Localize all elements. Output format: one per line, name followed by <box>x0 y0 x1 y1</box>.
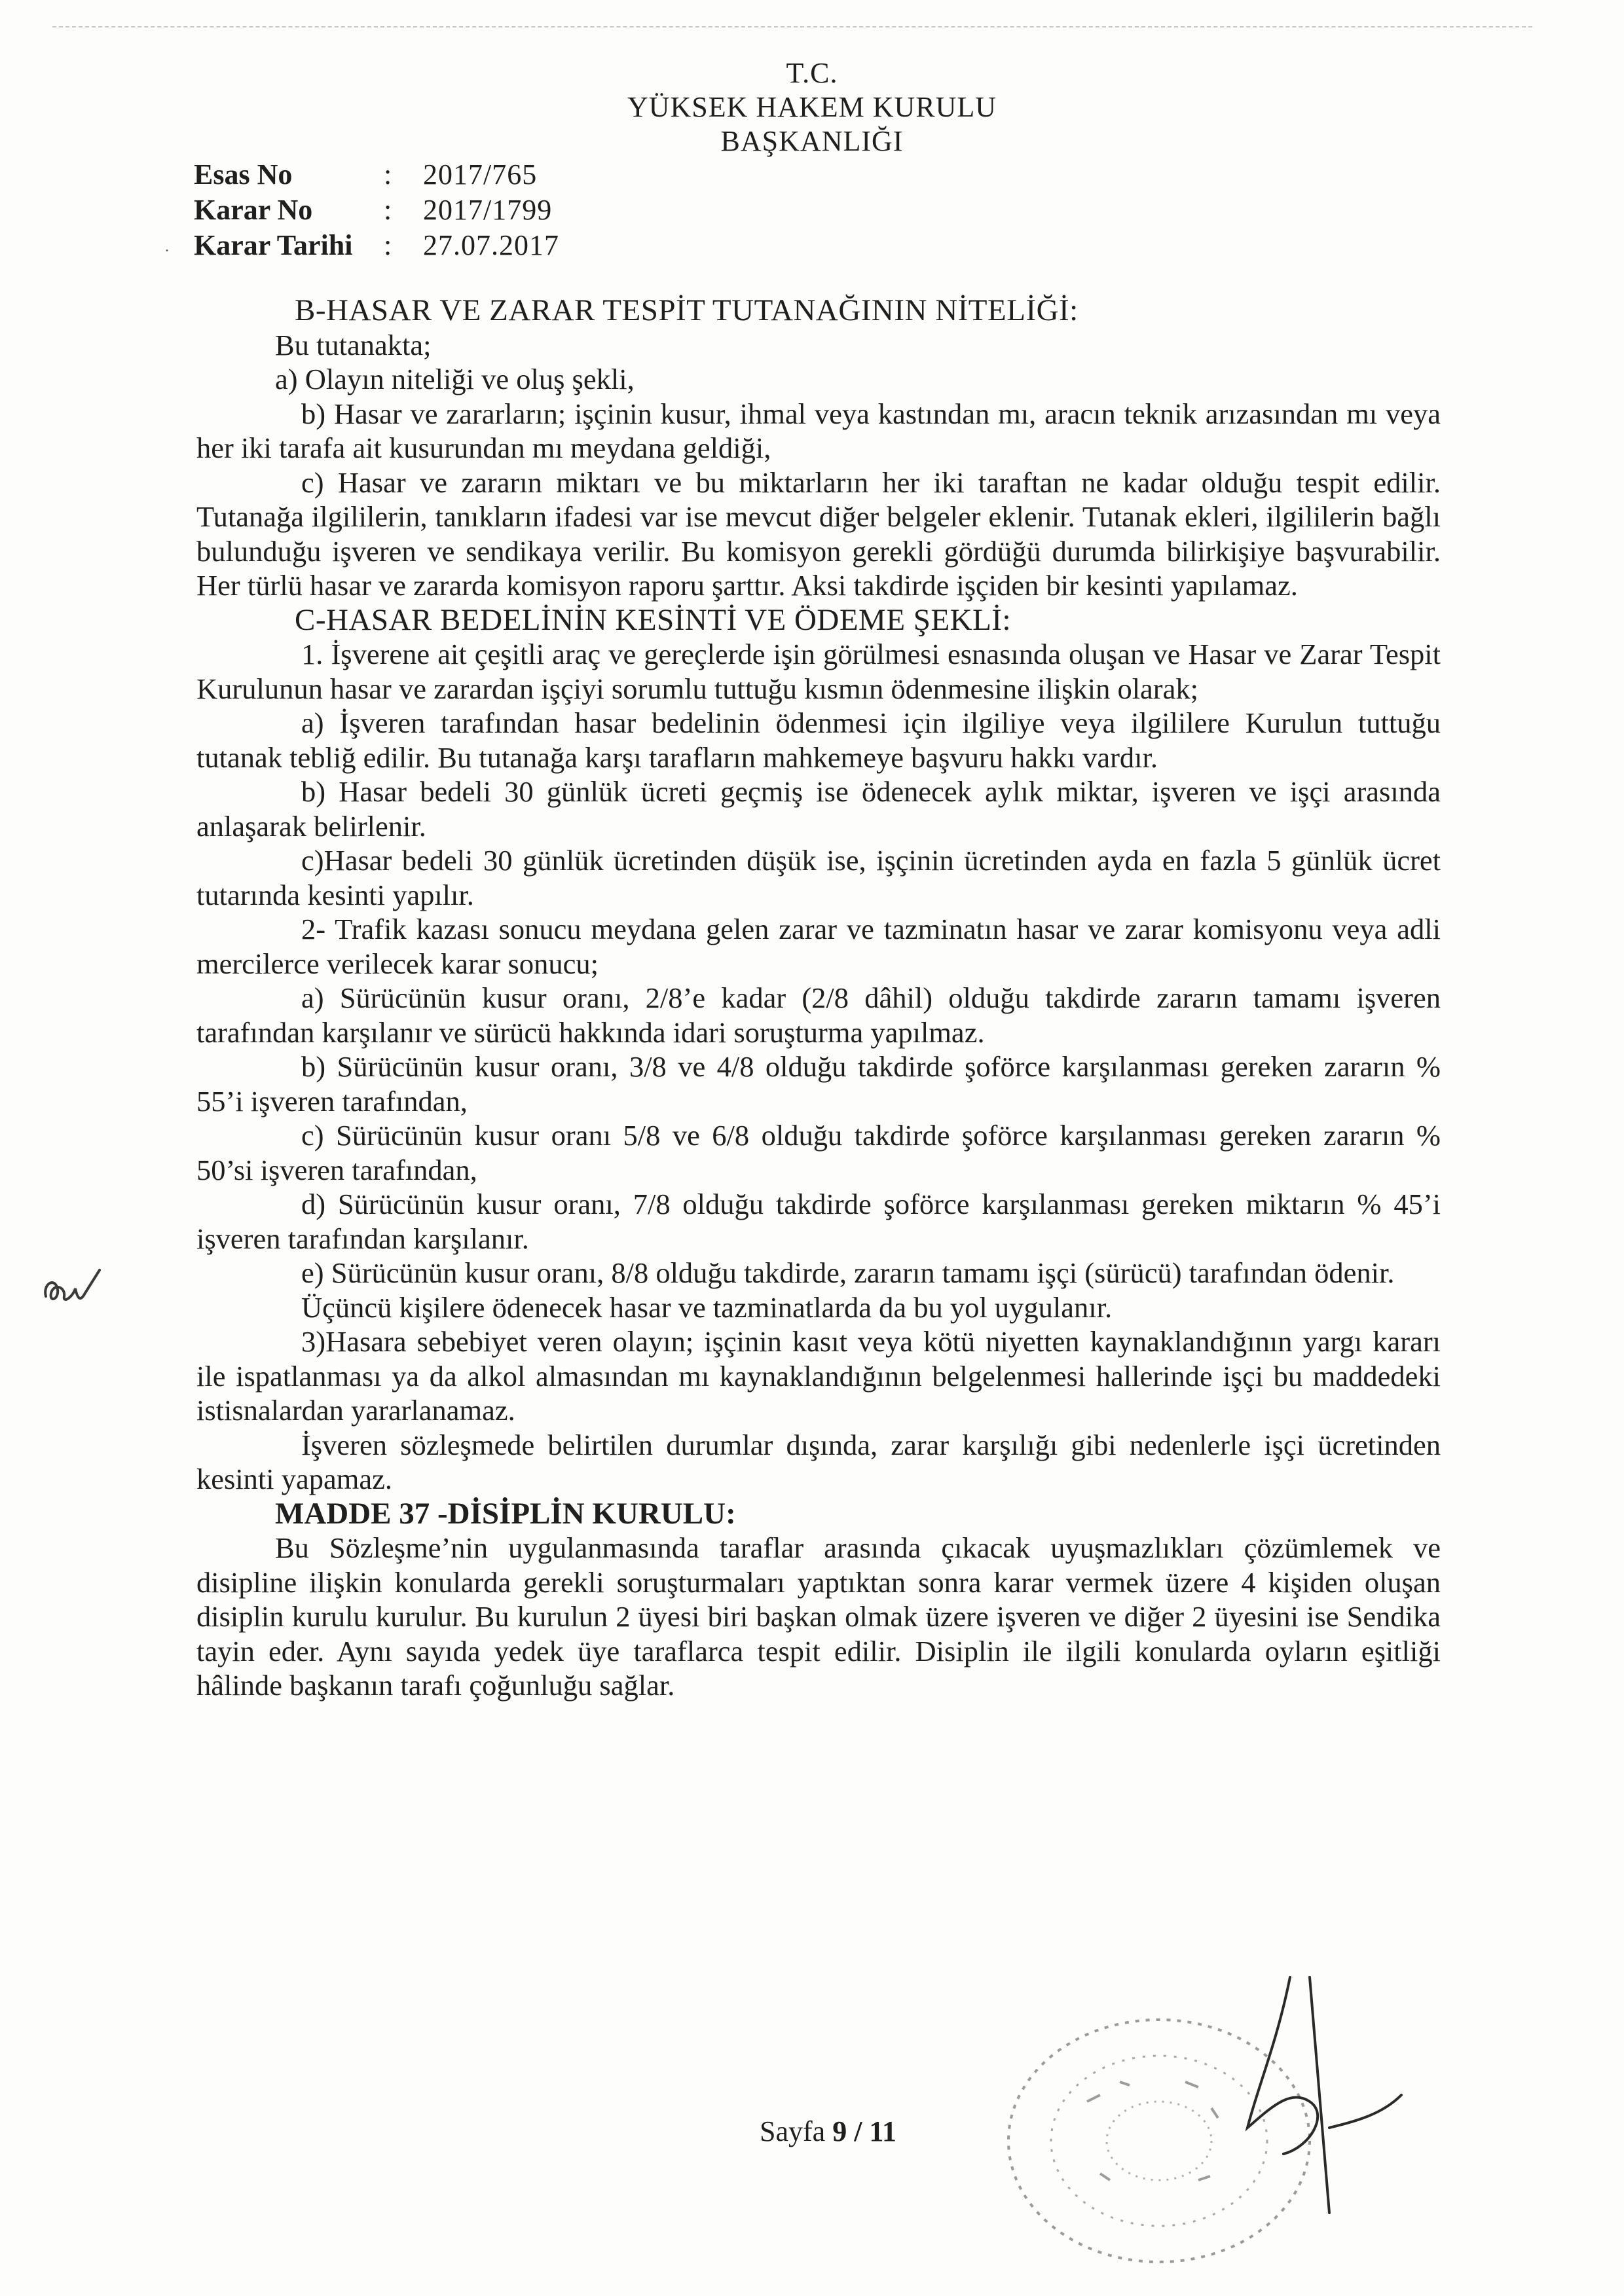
body-paragraph: a) İşveren tarafından hasar bedelinin ödenmesi için ilgiliye veya ilgililere Kurulun tuttuğu tutanak tebliğ edilir. Bu tutanağa karşı tarafların mahkemeye başvuru hakkı vardır. <box>196 706 1441 774</box>
header-dept: BAŞKANLIĞI <box>720 125 904 157</box>
meta-sep: : <box>384 229 392 261</box>
body-paragraph: 1. İşverene ait çeşitli araç ve gereçlerde işin görülmesi esnasında oluşan ve Hasar ve Zarar Tespit Kurulunun hasar ve zarardan işçiyi sorumlu tuttuğu kısmın ödenmesine ilişkin olarak; <box>196 638 1441 705</box>
header-tc: T.C. <box>786 57 838 89</box>
body-paragraph: e) Sürücünün kusur oranı, 8/8 olduğu takdirde, zararın tamamı işçi (sürücü) tarafından ödenir. <box>301 1256 1395 1289</box>
meta-label: Karar Tarihi <box>194 229 353 261</box>
margin-mark: . <box>165 238 169 255</box>
body-paragraph: Üçüncü kişilere ödenecek hasar ve tazminatlarda da bu yol uygulanır. <box>301 1290 1113 1324</box>
handwritten-initials-icon <box>39 1257 105 1316</box>
body-paragraph: 2- Trafik kazası sonucu meydana gelen zarar ve tazminatın hasar ve zarar komisyonu veya adli mercilerce verilecek karar sonucu; <box>196 913 1441 980</box>
madde-paragraph: Bu Sözleşme’nin uygulanmasında taraflar arasında çıkacak uyuşmazlıkları çözümlemek ve disipline ilişkin konularda gerekli soruşturmaları yaptıktan sonra karar vermek üzere 4 kişiden oluşan disiplin kurulu kurulur. Bu kurulun 2 üyesi biri başkan olmak üzere işveren ve diğer 2 üyesini ise Sendika tayin eder. Aynı sayıda yedek üye taraflarca tespit edilir. Disiplin ile ilgili konularda oyların eşitliği hâlinde başkanın tarafı çoğunluğu sağlar. <box>196 1531 1441 1702</box>
meta-label: Karar No <box>194 194 313 226</box>
meta-sep: : <box>384 194 392 226</box>
body-paragraph: b) Hasar ve zararların; işçinin kusur, ihmal veya kastından mı, aracın teknik arızasından mı veya her iki tarafa ait kusurundan mı meydana geldiği, <box>196 397 1441 464</box>
page-footer <box>760 2115 896 2148</box>
body-paragraph: d) Sürücünün kusur oranı, 7/8 olduğu takdirde şoförce karşılanması gereken miktarın % 45’i işveren tarafından karşılanır. <box>196 1188 1441 1255</box>
meta-row-tarih <box>194 228 559 263</box>
body-paragraph: c) Hasar ve zararın miktarı ve bu miktarların her iki taraftan ne kadar olduğu tespit edilir. Tutanağa ilgililerin, tanıkların ifadesi var ise mevcut diğer belgeler eklenir. Tutanak ekleri, ilgililerin bağlı bulunduğu işveren ve sendikaya verilir. Bu komisyon gerekli gördüğü durumda bilirkişiye başvurabilir. Her türlü hasar ve zararda komisyon raporu şarttır. Aksi takdirde işçiden bir kesinti yapılamaz. <box>196 465 1441 602</box>
meta-row-esas <box>194 157 559 192</box>
page-sep: / <box>854 2115 862 2147</box>
page-total: 11 <box>869 2115 896 2147</box>
meta-value: 2017/765 <box>423 158 538 191</box>
page-current: 9 <box>832 2115 847 2147</box>
body-paragraph: 3)Hasara sebebiyet veren olayın; işçinin kasıt veya kötü niyetten kaynaklandığının yargı kararı ile ispatlanması ya da alkol almasından mı kaynaklandığının belgelenmesi hallerinde işçi bu maddedeki istisnalardan yararlanamaz. <box>196 1325 1441 1427</box>
body-paragraph: Bu tutanakta; <box>275 328 432 361</box>
section-heading: B-HASAR VE ZARAR TESPİT TUTANAĞININ NİTELİĞİ: <box>295 293 1079 327</box>
body-paragraph: a) Sürücünün kusur oranı, 2/8’e kadar (2/8 dâhil) olduğu takdirde zararın tamamı işveren tarafından karşılanır ve sürücü hakkında idari soruşturma yapılmaz. <box>196 981 1441 1049</box>
body-paragraph: c)Hasar bedeli 30 günlük ücretinden düşük ise, işçinin ücretinden ayda en fazla 5 günlük ücret tutarında kesinti yapılır. <box>196 844 1441 911</box>
body-paragraph: c) Sürücünün kusur oranı 5/8 ve 6/8 olduğu takdirde şoförce karşılanması gereken zararın % 50’si işveren tarafından, <box>196 1119 1441 1186</box>
page-prefix: Sayfa <box>760 2115 826 2147</box>
meta-value: 27.07.2017 <box>423 229 559 261</box>
body-paragraph: b) Hasar bedeli 30 günlük ücreti geçmiş ise ödenecek aylık miktar, işveren ve işçi arasında anlaşarak belirlenir. <box>196 775 1441 843</box>
header-org: YÜKSEK HAKEM KURULU <box>627 91 997 123</box>
section-heading: C-HASAR BEDELİNİN KESİNTİ VE ÖDEME ŞEKLİ: <box>295 602 1012 637</box>
meta-label: Esas No <box>194 158 293 191</box>
scan-top-edge <box>52 26 1532 27</box>
document-body <box>196 293 1441 1703</box>
handwritten-signature-icon <box>1231 1964 1441 2226</box>
body-paragraph: a) Olayın niteliği ve oluş şekli, <box>275 363 635 395</box>
meta-sep: : <box>384 158 392 191</box>
madde-title: MADDE 37 -DİSİPLİN KURULU: <box>275 1496 736 1531</box>
body-paragraph: b) Sürücünün kusur oranı, 3/8 ve 4/8 olduğu takdirde şoförce karşılanması gereken zararın % 55’i işveren tarafından, <box>196 1050 1441 1118</box>
document-header <box>576 56 1048 158</box>
body-paragraphs <box>196 293 1441 1497</box>
body-paragraph: İşveren sözleşmede belirtilen durumlar dışında, zarar karşılığı gibi nedenlerle işçi ücretinden kesinti yapamaz. <box>196 1428 1441 1495</box>
meta-row-karar <box>194 192 559 228</box>
case-meta <box>194 157 559 263</box>
meta-value: 2017/1799 <box>423 194 553 226</box>
